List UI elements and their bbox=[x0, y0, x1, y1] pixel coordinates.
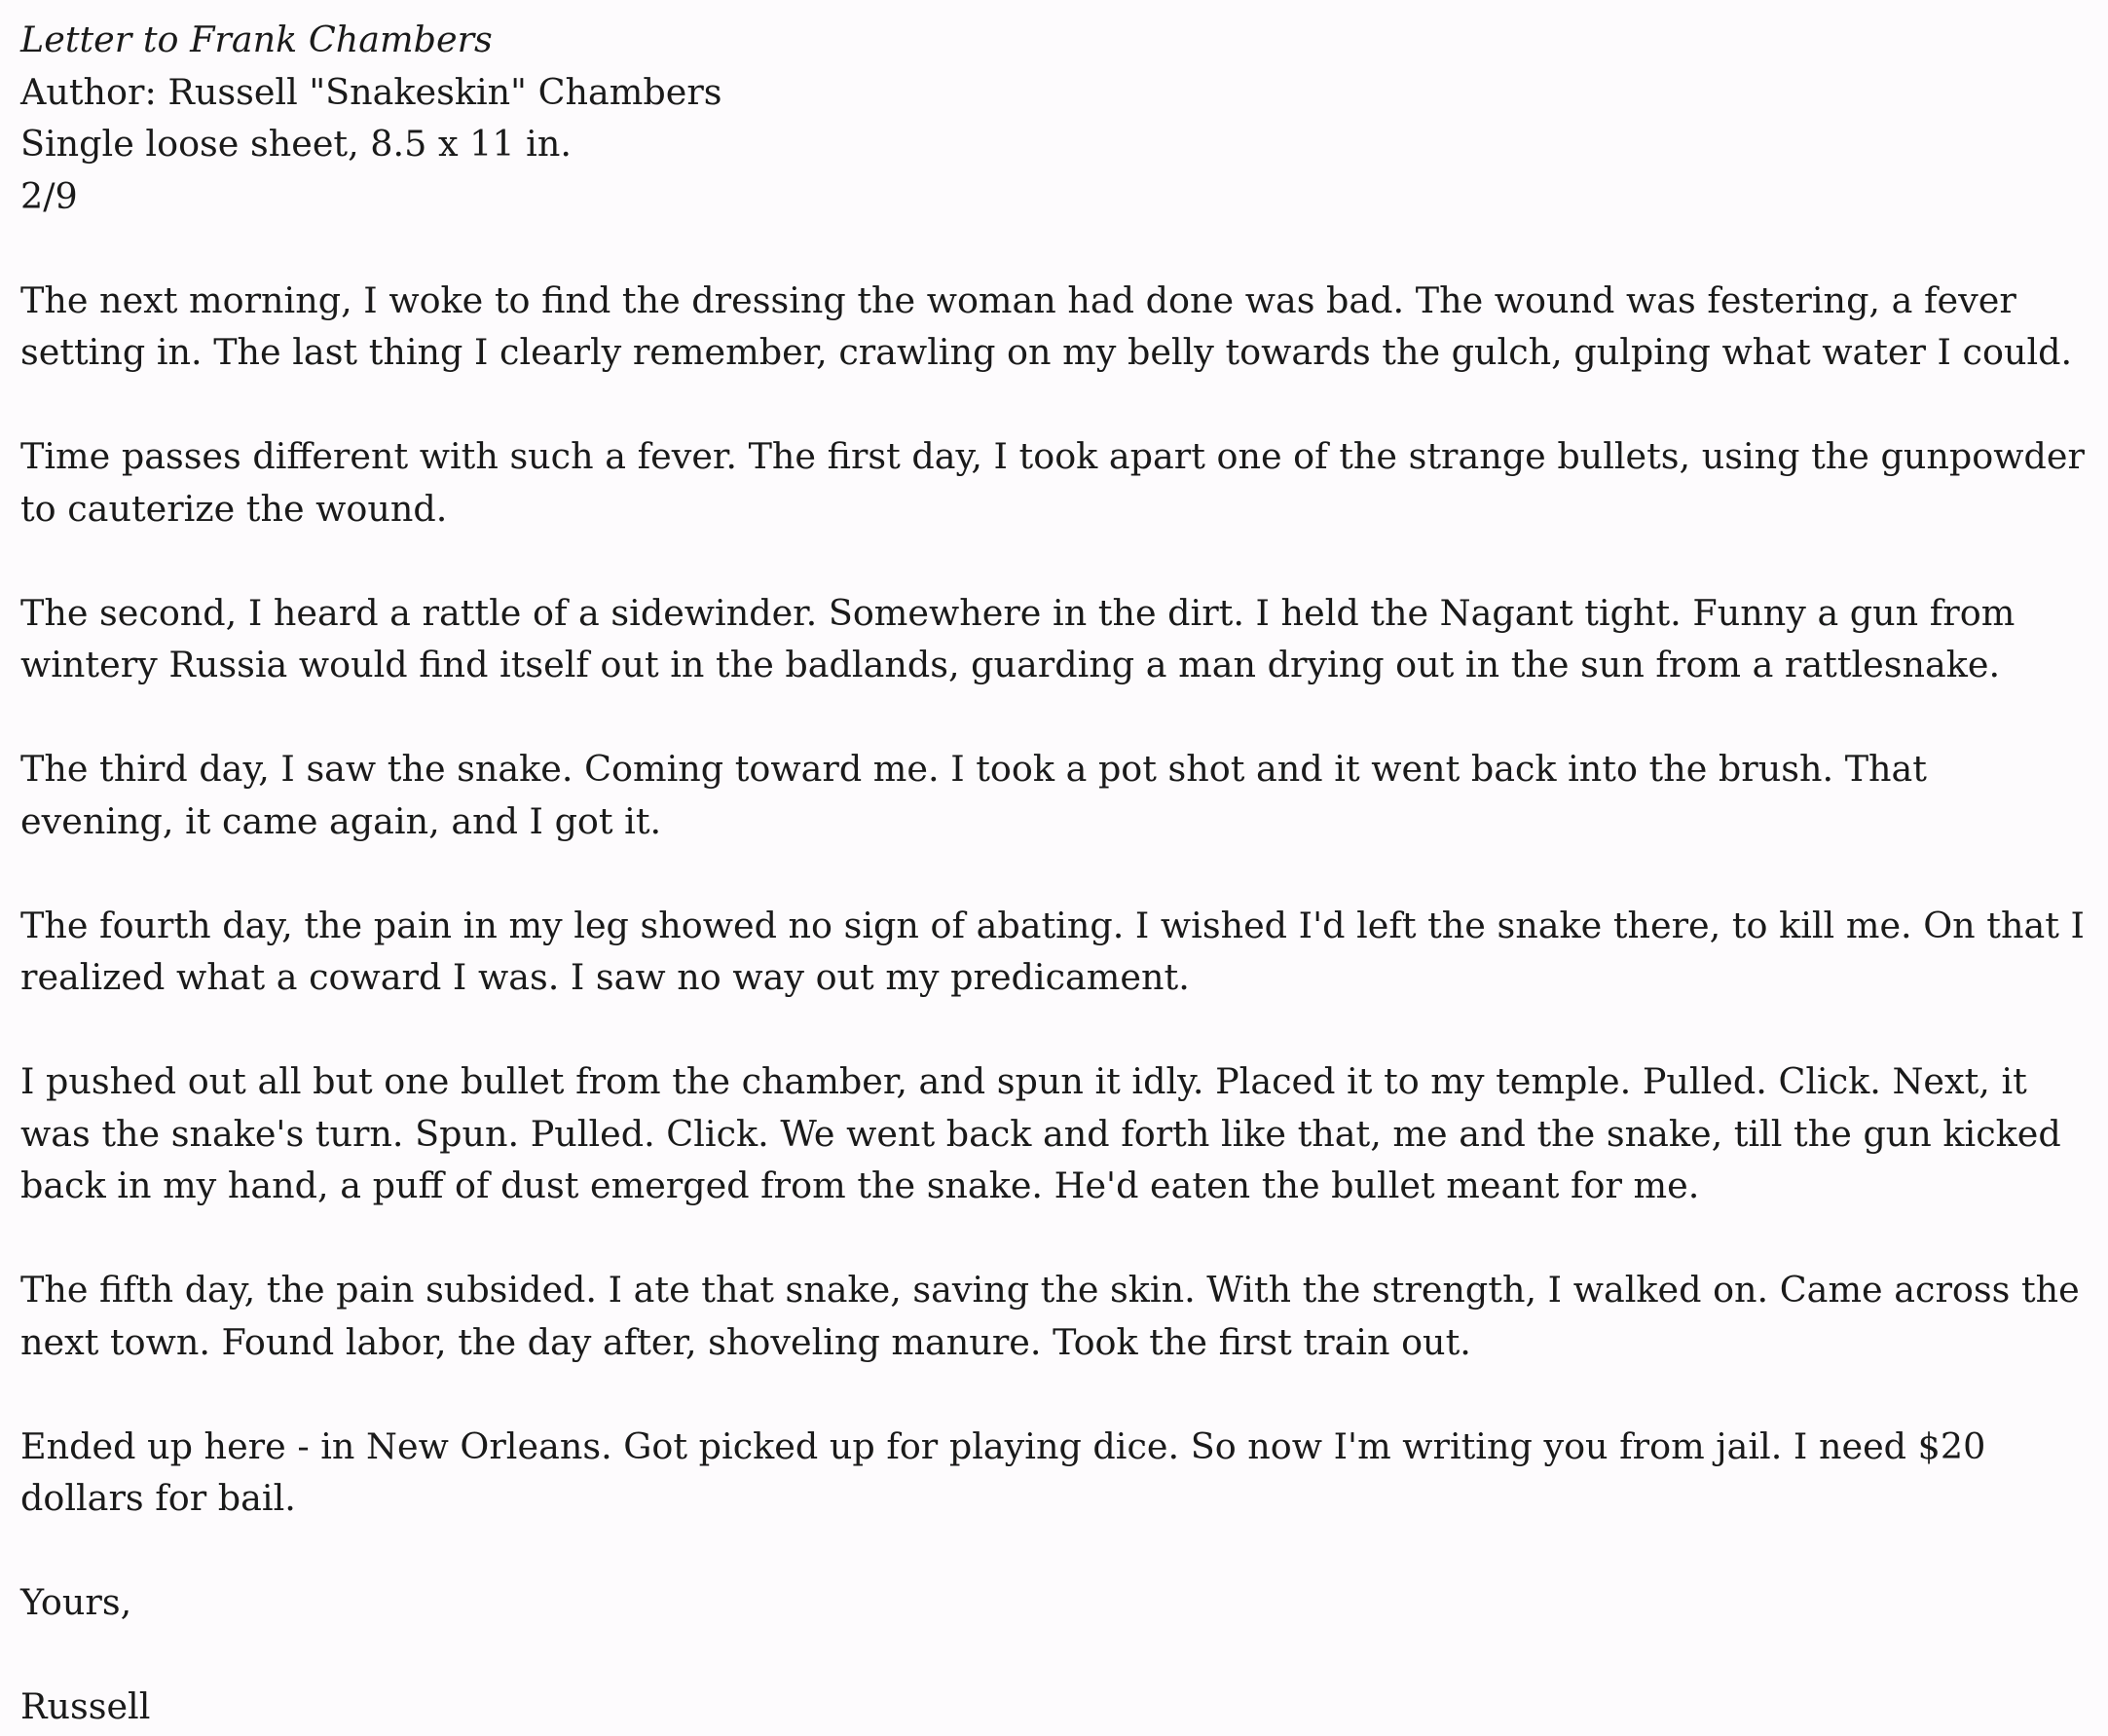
letter-author: Author: Russell "Snakeskin" Chambers bbox=[20, 70, 722, 113]
letter-format: Single loose sheet, 8.5 x 11 in. bbox=[20, 123, 572, 165]
paragraph-6: I pushed out all but one bullet from the chamber, and spun it idly. Placed it to my temple. Pulled. Click. Next, it was the snake's turn. Spun. Pulled. Click. We went back and forth like that, me and the snake, till the gun kicked back in my hand, a puff of dust emerged from the snake. He'd eaten the bullet meant for me. bbox=[20, 1060, 2061, 1206]
paragraph-7: The fifth day, the pain subsided. I ate that snake, saving the skin. With the strength, I walked on. Came across the next town. Found labor, the day after, shoveling manure. Took the first train out. bbox=[20, 1269, 2080, 1363]
paragraph-3: The second, I heard a rattle of a sidewinder. Somewhere in the dirt. I held the Nagant tight. Funny a gun from wintery Russia would find itself out in the badlands, guarding a man drying out in the sun from a rattlesnake. bbox=[20, 591, 2016, 685]
paragraph-4: The third day, I saw the snake. Coming toward me. I took a pot shot and it went back into the brush. That evening, it came again, and I got it. bbox=[20, 748, 1927, 842]
letter-title: Letter to Frank Chambers bbox=[20, 18, 493, 60]
paragraph-5: The fourth day, the pain in my leg showed no sign of abating. I wished I'd left the snake there, to kill me. On that I realized what a coward I was. I saw no way out my predicament. bbox=[20, 904, 2085, 998]
paragraph-8: Ended up here - in New Orleans. Got picked up for playing dice. So now I'm writing you from jail. I need $20 dollars for bail. bbox=[20, 1424, 1986, 1519]
letter-header bbox=[20, 14, 2085, 222]
letter-body bbox=[20, 275, 2085, 1733]
letter-page bbox=[20, 14, 2085, 1733]
paragraph-2: Time passes different with such a fever. The first day, I took apart one of the strange bullets, using the gunpowder to cauterize the wound. bbox=[20, 435, 2085, 530]
page-number: 2/9 bbox=[20, 174, 78, 217]
closing: Yours, bbox=[20, 1581, 132, 1623]
paragraph-1: The next morning, I woke to find the dressing the woman had done was bad. The wound was festering, a fever setting in. The last thing I clearly remember, crawling on my belly towards the gulch, gulping what water I could. bbox=[20, 278, 2073, 373]
signature-name: Russell bbox=[20, 1685, 151, 1727]
